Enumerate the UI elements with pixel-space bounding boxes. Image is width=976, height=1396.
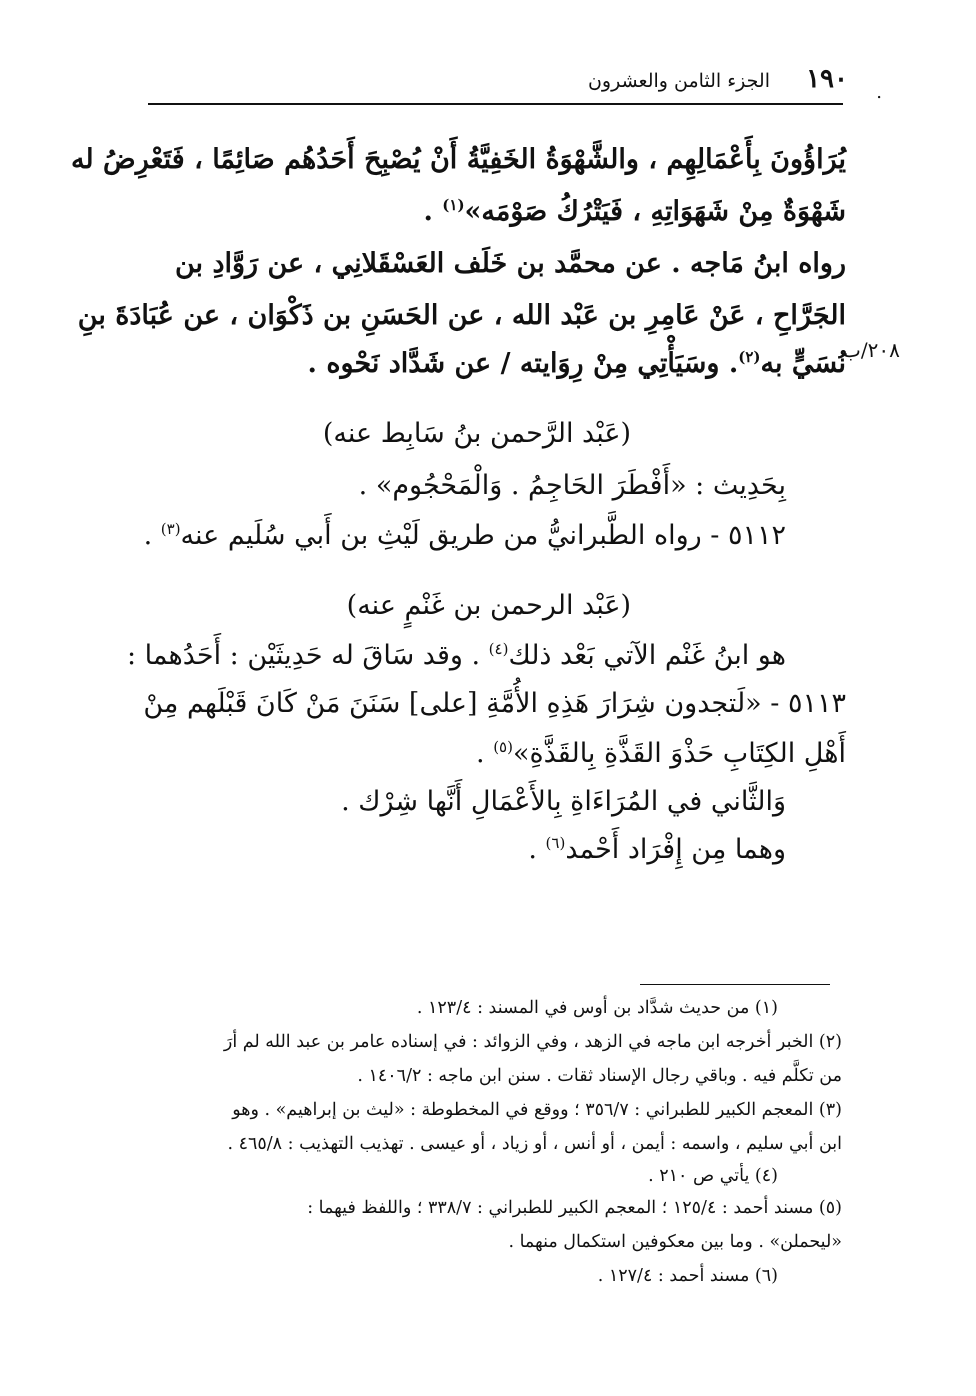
footnote-1: (١) من حديث شدَّاد بن أوس في المسند : ١٢٣/٤ . — [416, 998, 778, 1018]
body-line-3 — [175, 240, 846, 288]
footnote-3: (٣) المعجم الكبير للطبراني : ٣٥٦/٧ ؛ ووقع في المخطوطة : «ليث بن إبراهيم» . وهو — [232, 1100, 842, 1120]
footnote-2: (٢) الخبر أخرجه ابن ماجه في الزهد ، وفي الزوائد : في إسناده عامر بن عبد الله لم أرَ — [223, 1032, 842, 1052]
body-text: ٥١١٢ - رواه الطَّبرانيُّ من طريق لَيْثِ بن أَبي سُلَيم عنه — [180, 520, 786, 551]
footnote-rule — [640, 984, 830, 985]
heading-text: (عَبْد الرَّحمن بنُ سَابِط عنه) — [322, 418, 631, 449]
footnote-ref: (٦) — [545, 834, 566, 852]
body-line-5 — [308, 340, 846, 388]
heading-text: (عَبْد الرحمن بن غَنْمٍ عنه) — [346, 590, 631, 621]
body-line-6 — [359, 462, 786, 510]
body-line-7 — [144, 512, 786, 560]
body-text: . — [476, 738, 494, 769]
body-text: يُرَاؤُونَ بِأَعْمَالِهِم ، والشَّهْوَةُ الخَفِيَّةُ أَنْ يُصْبِحَ أَحَدُهُم صَائِمًا ، فَتَعْرِضُ له — [70, 144, 846, 175]
body-text: . وقد سَاقَ له حَدِيثَيْن : أَحَدُهما : — [126, 640, 489, 671]
body-line-4 — [78, 292, 846, 340]
page-number: ١٩٠ — [806, 64, 848, 94]
body-line-2 — [423, 188, 846, 236]
footnote-ref: (٤) — [488, 640, 509, 658]
body-line-12 — [528, 826, 786, 874]
body-text: . — [143, 520, 161, 551]
header-rule — [148, 103, 843, 105]
footnote-ref: (١) — [442, 196, 465, 214]
body-text: ٥١١٣ - «لَتجدون شِرَارَ هَذِهِ الأُمَّةِ [على] سَنَنَ مَنْ كَانَ قَبْلَهم مِنْ — [143, 688, 846, 719]
body-text: الجَرَّاحِ ، عَنْ عَامِرِ بن عَبْد الله ، عن الحَسَنِ بن ذَكْوَان ، عن عُبَادَةَ بنِ — [77, 300, 846, 331]
body-text: . وسَيَأْتِي مِنْ رِوَايته / عن شَدَّاد نَحْوه . — [307, 348, 739, 379]
footnote-ref: (٥) — [493, 738, 513, 756]
footnote-6: (٦) مسند أحمد : ١٢٧/٤ . — [597, 1266, 778, 1286]
body-line-10 — [476, 730, 846, 778]
body-text: . — [423, 196, 443, 227]
footnote-4: (٤) يأتي ص ٢١٠ . — [648, 1166, 778, 1186]
body-text: هو ابنُ غَنْم الآتي بَعْد ذلك — [508, 640, 786, 671]
body-text: بِحَدِيث : «أَفْطَرَ الحَاجِمُ . وَالْمَحْجُوم» . — [358, 470, 786, 501]
body-line-9 — [143, 680, 846, 728]
body-text: وَالثَّاني في المُرَاءَاةِ بِالأَعْمَالِ أَنَّها شِرْك . — [341, 786, 786, 817]
section-heading-1 — [323, 410, 631, 458]
footnote-2-cont: من تكلَّم فيه . وباقي رجال الإسناد ثقات . سنن ابن ماجه : ١٤٠٦/٢ . — [357, 1066, 842, 1086]
page-header — [150, 58, 882, 103]
body-text: شَهْوَةٌ مِنْ شَهَوَاتِهِ ، فَيَتْرُكُ صَوْمَه» — [464, 196, 846, 227]
body-text: رواه ابنُ مَاجه . عن محمَّد بن خَلَف العَسْقَلانِي ، عن رَوَّادِ بن — [174, 248, 846, 279]
footnote-5: (٥) مسند أحمد : ١٢٥/٤ ؛ المعجم الكبير للطبراني : ٣٣٨/٧ ؛ واللفظ فيهما : — [307, 1198, 842, 1218]
footnote-5-cont: «ليحملن» . وما بين معكوفين استكمال منهما . — [508, 1232, 842, 1252]
footnote-ref: (٣) — [160, 520, 181, 538]
body-text: وهما مِن إِفْرَاد أَحْمد — [565, 834, 786, 865]
body-line-11 — [341, 778, 786, 826]
running-title: الجزء الثامن والعشرون — [587, 70, 770, 92]
header-dot: . — [876, 82, 882, 103]
margin-folio-note: ٢٠٨/ب — [842, 338, 900, 362]
body-text: أَهْلِ الكِتَابِ حَذْوَ القَذَّةِ بِالقَذَّةِ» — [512, 738, 846, 769]
footnote-3-cont: ابن أبي سليم ، واسمه : أيمن ، أو أنس ، أو زياد ، أو عيسى . تهذيب التهذيب : ٤٦٥/٨ . — [227, 1134, 842, 1154]
body-line-1 — [71, 136, 846, 184]
footnote-ref: (٢) — [738, 348, 761, 366]
body-text: . — [528, 834, 546, 865]
section-heading-2 — [347, 582, 631, 630]
body-line-8 — [127, 632, 786, 680]
body-text: نُسَيٍّ به — [760, 348, 846, 379]
